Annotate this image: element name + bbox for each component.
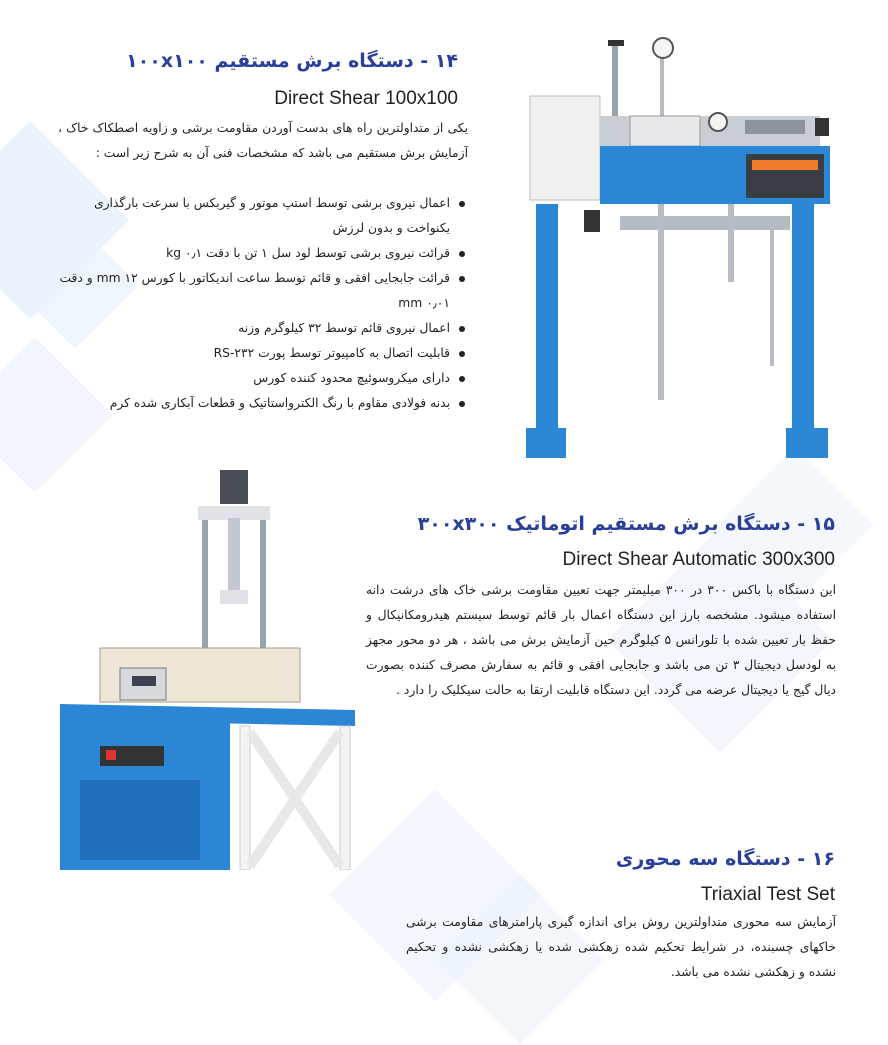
section-14-intro: یکی از متداولترین راه های بدست آوردن مقاومت برشی و زاویه اصطکاک خاک ، آزمایش برش مستقیم می باشد که مشخصات فنی آن به شرح زیر است :	[58, 121, 468, 160]
section-15-title-en: Direct Shear Automatic 300x300	[562, 549, 835, 570]
section-15-title-fa: ۱۵ - دستگاه برش مستقیم اتوماتیک ۳۰۰x۳۰۰	[417, 513, 835, 535]
spec-item: قابلیت اتصال به کامپیوتر توسط پورت RS-۲۳۲	[58, 341, 450, 366]
section-16-title-fa: ۱۶ - دستگاه سه محوری	[615, 848, 835, 870]
section-15-description: این دستگاه با باکس ۳۰۰ در ۳۰۰ میلیمتر جهت تعیین مقاومت برشی خاک های درشت دانه استفاده میشود. مشخصه بارز این دستگاه اعمال بار قائم توسط سیستم هیدرومکانیکال و حفظ بار تعیین شده با تلورانس ۵ کیلوگرم حین آزمایش برش می باشد ، هر دو محور مجهز به لودسل دیجیتال ۳ تن می باشد و جابجایی افقی و قائم به سفارش مصرف کننده بصورت دیال گیج یا دیجیتال عرضه می گردد. این دستگاه قابلیت ارتقا به حالت سیکلیک را دارد .	[366, 583, 837, 697]
direct-shear-300-photo	[60, 470, 355, 870]
section-14-title-fa: ۱۴ - دستگاه برش مستقیم ۱۰۰x۱۰۰	[126, 50, 458, 72]
section-14-spec-list	[58, 191, 468, 416]
spec-item: دارای میکروسوئیچ محدود کننده کورس	[58, 366, 450, 391]
spec-item: قرائت نیروی برشی توسط لود سل ۱ تن با دقت ۰٫۱ kg	[58, 241, 450, 266]
spec-item: قرائت جابجایی افقی و قائم توسط ساعت اندیکاتور با کورس ۱۲ mm و دقت ۰٫۰۱ mm	[58, 266, 450, 316]
spec-item: اعمال نیروی قائم توسط ۳۲ کیلوگرم وزنه	[58, 316, 450, 341]
direct-shear-100-photo	[520, 30, 850, 470]
spec-item: بدنه فولادی مقاوم با رنگ الکترواستاتیک و قطعات آبکاری شده کرم	[58, 391, 450, 416]
section-16-title-en: Triaxial Test Set	[700, 884, 835, 905]
section-14-title-en: Direct Shear 100x100	[274, 88, 458, 109]
section-16-description: آزمایش سه محوری متداولترین روش برای اندازه گیری پارامترهای مقاومت برشی خاکهای چسبنده، در شرایط تحکیم شده زهکشی شده یا زهکشی نشده و تحکیم نشده و زهکشی نشده می باشد.	[406, 915, 836, 979]
spec-item: اعمال نیروی برشی توسط استپ موتور و گیربکس با سرعت بارگذاری یکنواخت و بدون لرزش	[58, 191, 450, 241]
